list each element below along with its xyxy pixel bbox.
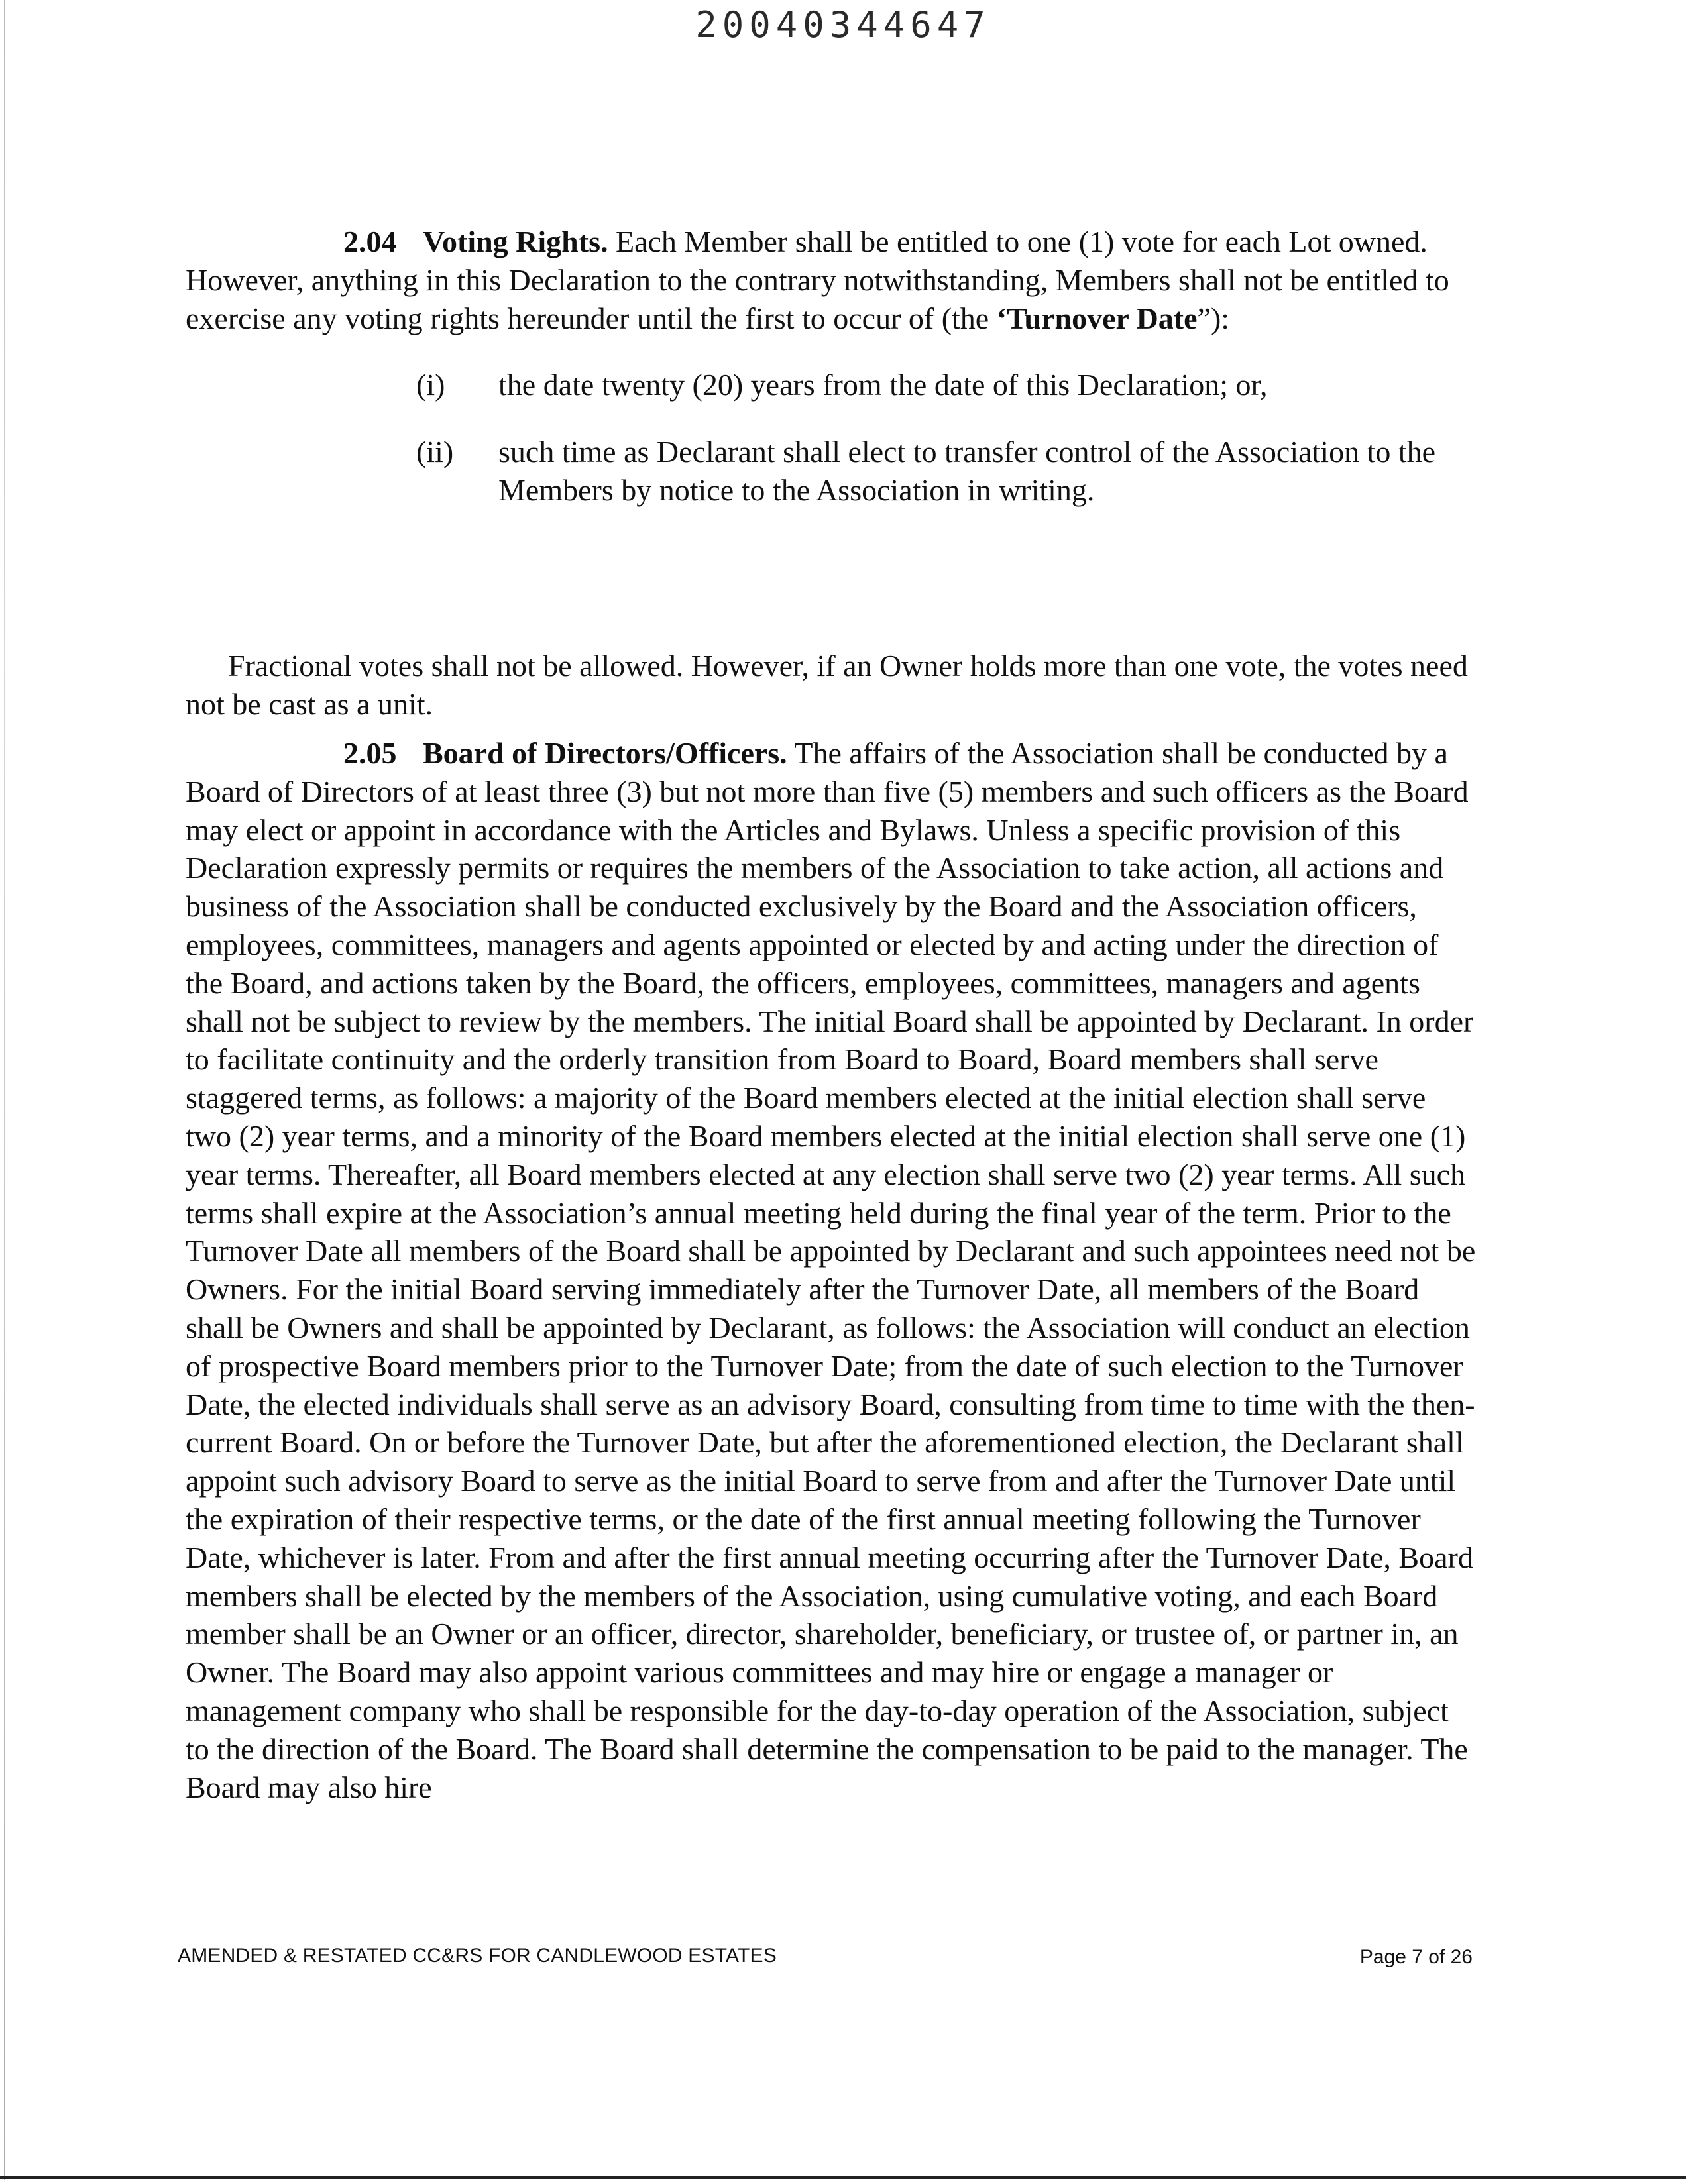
section-2-04-paragraph: [186, 223, 1478, 337]
list-item: [416, 366, 1478, 404]
list-item: [416, 433, 1478, 510]
fractional-votes-paragraph: Fractional votes shall not be allowed. However, if an Owner holds more than one vote, the votes need not be cast as a unit.: [186, 649, 1468, 721]
footer-page-number: Page 7 of 26: [1359, 1946, 1473, 1968]
defined-term: ‘Turnover Date: [996, 301, 1198, 335]
section-title: Board of Directors/Officers.: [423, 736, 787, 770]
recording-number: 20040344647: [695, 4, 991, 46]
list-marker: (i): [416, 368, 445, 402]
section-2-05: [186, 734, 1478, 1806]
section-2-04: [186, 223, 1478, 538]
scan-edge: [4, 0, 5, 2180]
section-text: Each Member shall be entitled to one (1) vote for each Lot owned. However, anything in this Declaration to the contrary notwithstanding, Members shall not be entitled to exercise any voting rights hereunder until the first to occur of (the: [186, 225, 1449, 335]
section-number: 2.05: [343, 736, 397, 770]
list-item-text: the date twenty (20) years from the date of this Declaration; or,: [498, 368, 1268, 402]
list-marker: (ii): [416, 435, 454, 469]
section-title: Voting Rights.: [423, 225, 608, 258]
list-item-text: such time as Declarant shall elect to transfer control of the Association to the Members by notice to the Association in writing.: [498, 435, 1436, 507]
section-text: The affairs of the Association shall be conducted by a Board of Directors of at least three (3) but not more than five (5) members and such officers as the Board may elect or appoint in accordance with the Articles and Bylaws. Unless a specific provision of this Declaration expressly permits or requires the members of the Association to take action, all actions and business of the Association shall be conducted exclusively by the Board and the Association officers, employees, committees, managers and agents appointed or elected by and acting under the direction of the Board, and actions taken by the Board, the officers, employees, committees, managers and agents shall not be subject to review by the members. The initial Board shall be appointed by Declarant. In order to facilitate continuity and the orderly transition from Board to Board, Board members shall serve staggered terms, as follows: a majority of the Board members elected at the initial election shall serve two (2) year terms, and a minority of the Board members elected at the initial election shall serve one (1) year terms. Thereafter, all Board members elected at any election shall serve two (2) year terms. All such terms shall expire at the Association’s annual meeting held during the final year of the term. Prior to the Turnover Date all members of the Board shall be appointed by Declarant and such appointees need not be Owners. For the initial Board serving immediately after the Turnover Date, all members of the Board shall be Owners and shall be appointed by Declarant, as follows: the Association will conduct an election of prospective Board members prior to the Turnover Date; from the date of such election to the Turnover Date, the elected individuals shall serve as an advisory Board, consulting from time to time with the then-current Board. On or before the Turnover Date, but after the aforementioned election, the Declarant shall appoint such advisory Board to serve as the initial Board to serve from and after the Turnover Date until the expiration of their respective terms, or the date of the first annual meeting following the Turnover Date, whichever is later. From and after the first annual meeting occurring after the Turnover Date, Board members shall be elected by the members of the Association, using cumulative voting, and each Board member shall be an Owner or an officer, director, shareholder, beneficiary, or trustee of, or partner in, an Owner. The Board may also appoint various committees and may hire or engage a manager or management company who shall be responsible for the day-to-day operation of the Association, subject to the direction of the Board. The Board shall determine the compensation to be paid to the manager. The Board may also hire: [186, 736, 1476, 1804]
turnover-conditions-list: [186, 366, 1478, 509]
section-number: 2.04: [343, 225, 397, 258]
bottom-rule: [0, 2176, 1686, 2179]
section-text-end: ”):: [1197, 301, 1230, 335]
section-2-05-paragraph: [186, 734, 1478, 1806]
footer-document-title: AMENDED & RESTATED CC&RS FOR CANDLEWOOD ESTATES: [178, 1945, 777, 1967]
